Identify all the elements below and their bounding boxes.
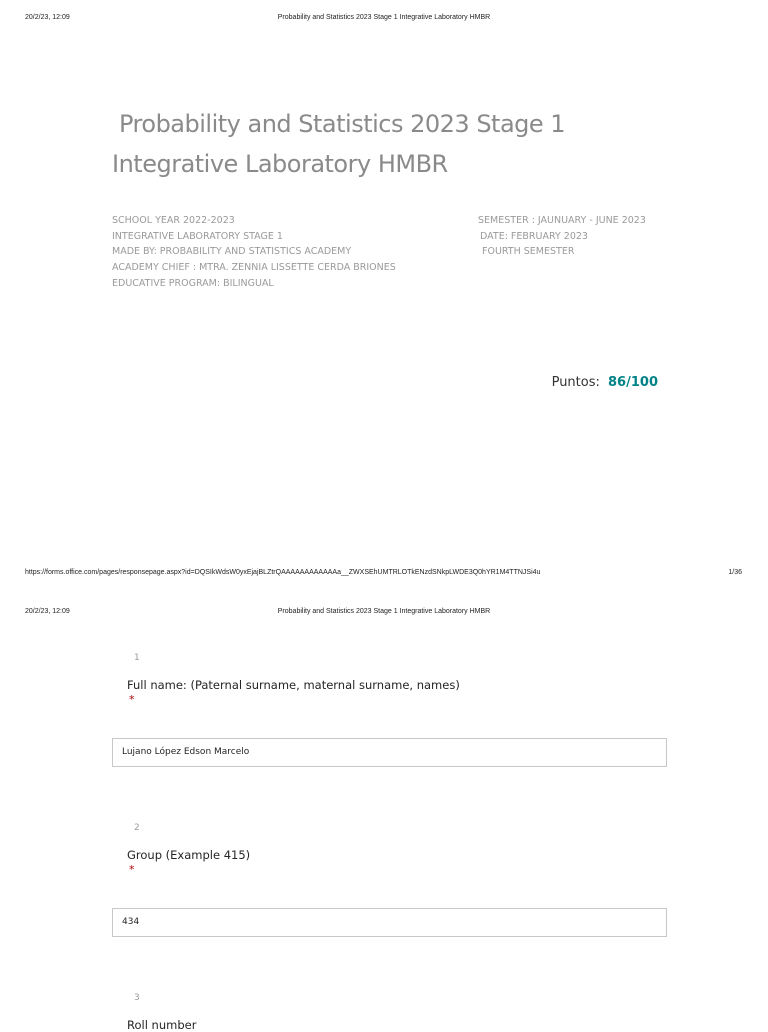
question-number: 3 [134, 993, 140, 1003]
form-title-line2: Integrative Laboratory HMBR [112, 150, 448, 178]
score-value: 86/100 [608, 375, 658, 390]
required-asterisk: * [129, 693, 135, 706]
answer-text: Lujano López Edson Marcelo [122, 747, 250, 757]
description-line: DATE: FEBRUARY 2023 [480, 230, 588, 242]
form-description-right [478, 213, 646, 260]
score-label: Puntos: [551, 375, 600, 390]
answer-field[interactable] [112, 738, 667, 767]
print-date: 20/2/23, 12:09 [25, 608, 70, 615]
description-line: SCHOOL YEAR 2022-2023 [112, 215, 235, 226]
question-number: 2 [134, 823, 140, 833]
description-line: ACADEMY CHIEF : MTRA. ZENNIA LISSETTE CERDA BRIONES [112, 262, 396, 274]
print-doc-title: Probability and Statistics 2023 Stage 1 Integrative Laboratory HMBR [277, 14, 491, 21]
required-asterisk: * [129, 863, 135, 876]
print-page-number: 1/36 [728, 569, 742, 576]
print-url: https://forms.office.com/pages/responsepage.aspx?id=DQSIkWdsW0yxEjajBLZtrQAAAAAAAAAAAAa__ZWXSEhUMTRLOTkENzdSNkpLWDE3Q0hYR1M4TTNJSi4u [25, 569, 541, 576]
description-line: SEMESTER : JAUNUARY - JUNE 2023 [478, 215, 646, 226]
question-title: Roll number [127, 1018, 197, 1032]
form-description-left [112, 213, 396, 292]
print-footer [0, 569, 768, 581]
description-line: FOURTH SEMESTER [482, 246, 575, 258]
description-line: EDUCATIVE PROGRAM: BILINGUAL [112, 277, 274, 289]
question-title: Full name: (Paternal surname, maternal surname, names) [127, 678, 460, 692]
print-header [0, 608, 768, 620]
question-title: Group (Example 415) [127, 848, 251, 862]
print-date: 20/2/23, 12:09 [25, 14, 70, 21]
description-line: INTEGRATIVE LABORATORY STAGE 1 [112, 230, 283, 242]
print-header [0, 14, 768, 26]
answer-field[interactable] [112, 908, 667, 937]
question-number: 1 [134, 653, 140, 663]
form-title-line1: Probability and Statistics 2023 Stage 1 [119, 110, 566, 138]
form-title [112, 104, 672, 184]
print-doc-title: Probability and Statistics 2023 Stage 1 Integrative Laboratory HMBR [277, 608, 491, 615]
answer-text: 434 [122, 917, 140, 927]
score [552, 375, 658, 390]
description-line: MADE BY: PROBABILITY AND STATISTICS ACADEMY [112, 246, 352, 258]
